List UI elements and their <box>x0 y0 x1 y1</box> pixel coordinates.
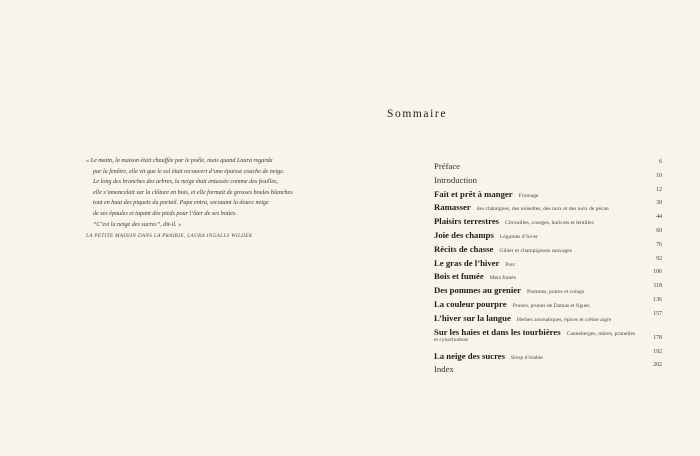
epigraph <box>86 156 336 242</box>
toc-entry-subtitle: Canneberges, mûres, prunelles <box>566 330 636 337</box>
toc-entry-subtitle: Mets fumés <box>489 275 516 282</box>
toc-entry-title: La couleur pourpre <box>434 298 507 309</box>
toc-entry-page: 157 <box>653 310 662 317</box>
toc-entry-subtitle: Citrouilles, courges, haricots et lentilles <box>505 220 594 227</box>
toc-entry-subtitle-continued: et cynorhodons <box>434 336 469 343</box>
toc-entry[interactable] <box>434 197 662 211</box>
toc-entry-title: Joie des champs <box>434 229 494 240</box>
page-title: Sommaire <box>387 108 448 120</box>
toc-entry-subtitle: Porc <box>505 261 516 268</box>
toc-entry-page: 136 <box>653 296 662 303</box>
toc-entry[interactable] <box>434 156 662 170</box>
toc-entry[interactable] <box>434 266 662 280</box>
toc-entry-page: 202 <box>653 362 662 369</box>
toc-entry-title: La neige des sucres <box>434 350 506 361</box>
toc-entry-subtitle: Gibier et champignons sauvages <box>499 247 572 254</box>
toc-entry-page: 44 <box>656 214 662 221</box>
toc-entry-title: Préface <box>434 161 461 171</box>
toc-entry-page: 92 <box>656 255 662 262</box>
toc-entry-title: Introduction <box>434 174 477 185</box>
toc-entry[interactable] <box>434 359 662 373</box>
toc-entry-subtitle: Herbes aromatiques, épices et crème aigre <box>516 316 612 323</box>
toc-entry-page: 118 <box>653 283 662 290</box>
toc-entry-subtitle: Pommes, poires et coings <box>526 289 585 296</box>
toc-entry-page: 60 <box>656 227 662 234</box>
toc-entry-subtitle: Légumes d’hiver <box>499 233 538 240</box>
toc-entry-page: 30 <box>656 200 662 207</box>
toc-entry-title: Sur les haies et dans les tourbières <box>434 326 561 337</box>
epigraph-line: par la fenêtre, elle vit que le sol était recouvert d’une épaisse couche de neige. <box>93 168 285 175</box>
toc-entry-title: Index <box>434 364 454 375</box>
toc-entry[interactable] <box>434 211 662 225</box>
toc-entry-page: 106 <box>653 269 662 276</box>
toc-entry-subtitle: des châtaignes, des noisettes, des noix et des noix de pécan <box>476 206 609 213</box>
toc-entry[interactable] <box>434 322 662 346</box>
toc-entry[interactable] <box>434 346 662 360</box>
toc-entry-title: Fait et prêt à manger <box>434 188 513 199</box>
epigraph-line: Le long des branches des arbres, la neige était entassée comme des feuilles, <box>93 179 278 186</box>
toc-entry-page: 10 <box>656 172 662 179</box>
right-page <box>350 0 700 456</box>
toc-entry[interactable] <box>434 239 662 253</box>
toc-entry-subtitle: Prunes, prunes de Damas et figues <box>512 302 590 309</box>
toc-entry[interactable] <box>434 308 662 322</box>
toc-entry-subtitle: Fromage <box>518 192 539 199</box>
epigraph-line: « Le matin, la maison était chauffée par le poêle, mais quand Laura regarda <box>86 158 273 164</box>
epigraph-line: “C’est la neige des sucres”, dit-il. » <box>93 221 182 228</box>
toc-entry-page: 178 <box>653 335 662 342</box>
toc-entry-page: 76 <box>656 241 662 248</box>
table-of-contents <box>434 156 662 373</box>
toc-entry[interactable] <box>434 170 662 184</box>
epigraph-attribution: LA PETITE MAISON DANS LA PRAIRIE, LAURA INGALLS WILDER <box>86 233 253 240</box>
toc-entry-title: Plaisirs terrestres <box>434 216 500 227</box>
toc-entry[interactable] <box>434 225 662 239</box>
epigraph-line: de ses épaules et tapant des pieds pour l’ôter de ses bottes. <box>93 210 237 217</box>
epigraph-line: elle s’amoncelait sur la clôture en bois, et elle formait de grosses boules blanches <box>93 189 293 196</box>
toc-entry-title: Des pommes au grenier <box>434 285 521 296</box>
toc-entry-title: Le gras de l’hiver <box>434 257 500 268</box>
toc-entry-title: Récits de chasse <box>434 243 494 254</box>
toc-entry[interactable] <box>434 294 662 308</box>
toc-entry[interactable] <box>434 184 662 198</box>
toc-entry[interactable] <box>434 253 662 267</box>
toc-entry-page: 12 <box>656 186 662 193</box>
toc-entry-title: Ramasser <box>434 202 471 213</box>
toc-entry-page: 6 <box>659 159 662 165</box>
toc-entry-title: Bois et fumée <box>434 271 484 282</box>
toc-entry[interactable] <box>434 280 662 294</box>
epigraph-line: tout en haut des piquets du portail. Papa entra, secouant la douce neige <box>93 200 269 207</box>
toc-entry-page: 192 <box>653 348 662 355</box>
toc-entry-subtitle: Sirop d’érable <box>511 354 543 361</box>
toc-entry-title: L’hiver sur la langue <box>434 312 511 323</box>
